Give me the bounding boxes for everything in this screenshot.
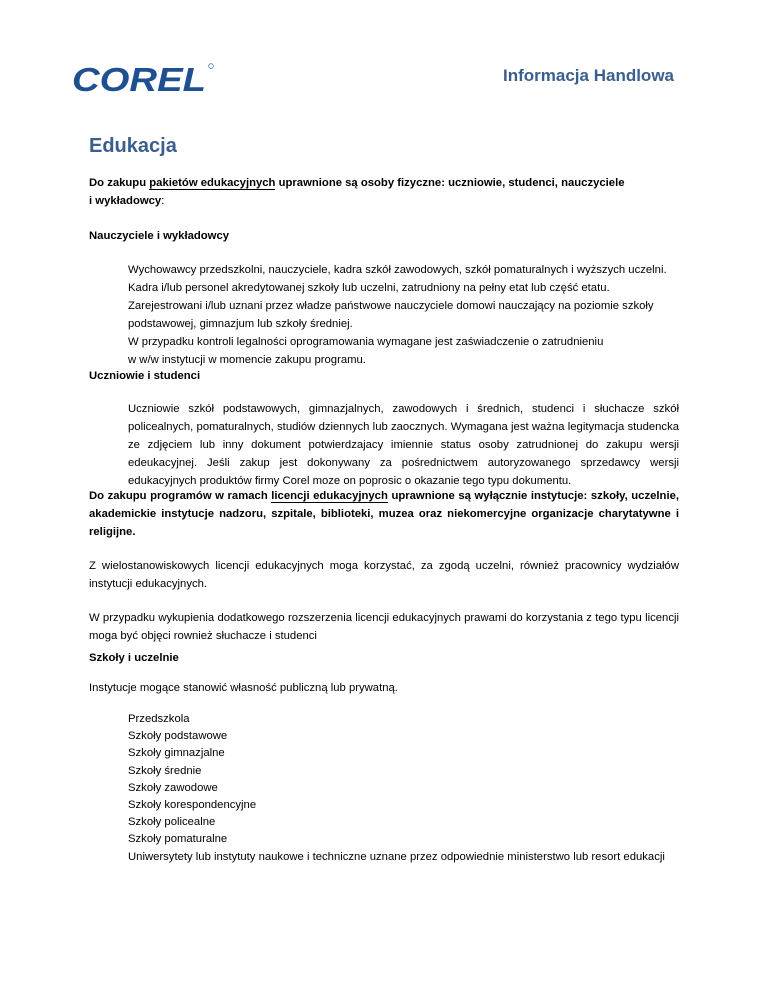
students-heading: Uczniowie i studenci [89, 370, 201, 382]
corel-logo [72, 62, 214, 96]
list-item: Uniwersytety lub instytuty naukowe i techniczne uznane przez odpowiednie ministerstwo lub resort edukacji [128, 850, 665, 863]
list-item: Szkoły średnie [128, 764, 202, 777]
teachers-line: Wychowawcy przedszkolni, nauczyciele, kadra szkół zawodowych, szkół pomaturalnych i wyższych uczelni. [128, 264, 667, 276]
schools-heading: Szkoły i uczelnie [89, 652, 179, 664]
institutions-paragraph: Do zakupu programów w ramach licencji edukacyjnych uprawnione są wyłącznie instytucje: szkoły, uczelnie, akademickie instytucje nadzoru, szpitale, biblioteki, muzea oraz niekomercyjne organizacje charytatywne i religijne. [89, 490, 679, 538]
teachers-line: podstawowej, gimnazjum lub szkoły średniej. [128, 318, 353, 330]
teachers-line: Zarejestrowani i/lub uznani przez władze państwowe nauczyciele domowi nauczający na poziomie szkoły [128, 300, 654, 312]
logo-wordmark: COREL [72, 62, 206, 96]
educational-licenses-link[interactable]: licencji edukacyjnych [271, 490, 388, 502]
educational-packages-link[interactable]: pakietów edukacyjnych [149, 177, 276, 189]
list-item: Szkoły korespondencyjne [128, 799, 257, 812]
list-item: Szkoły zawodowe [128, 781, 218, 794]
list-item: Przedszkola [128, 713, 190, 725]
teachers-heading: Nauczyciele i wykładowcy [89, 230, 230, 242]
schools-intro: Instytucje mogące stanowić własność publiczną lub prywatną. [89, 682, 398, 694]
list-item: Szkoły pomaturalne [128, 833, 228, 846]
intro-paragraph: Do zakupu pakietów edukacyjnych uprawnione są osoby fizyczne: uczniowie, studenci, nauczyciele i wykładowcy: [89, 177, 625, 207]
list-item: Szkoły podstawowe [128, 730, 228, 743]
extension-paragraph: W przypadku wykupienia dodatkowego rozszerzenia licencji edukacyjnych prawami do korzystania z tego typu licencji moga być objęci rownież słuchacze i studenci [89, 612, 679, 642]
school-type-list [128, 711, 665, 866]
teachers-paragraph [128, 261, 679, 369]
list-item: Szkoły gimnazjalne [128, 747, 225, 760]
teachers-line: W przypadku kontroli legalności oprogramowania wymagane jest zaświadczenie o zatrudnieniu [128, 336, 604, 348]
teachers-line: w w/w instytucji w momencie zakupu programu. [128, 354, 366, 366]
registered-mark-icon [209, 64, 214, 69]
multi-license-paragraph: Z wielostanowiskowych licencji edukacyjnych moga korzystać, za zgodą uczelni, również pracownicy wydziałów instytucji edukacyjnych. [89, 560, 679, 590]
students-paragraph: Uczniowie szkół podstawowych, gimnazjalnych, zawodowych i średnich, studenci i słuchacze szkół policealnych, pomaturalnych, studiów dziennych lub zaocznych. Wymagana jest ważna legitymacja studencka ze zdjęciem lub inny dokument potwierdzajacy imiennie status osoby zatrudnionej do zakupu wersji edeukacyjnej. Jeśli zakup jest dokonywany za pośrednictwem autoryzowanego sprzedawcy wersji edukacyjnych produktów firmy Corel moze on poprosic o okazanie tego typu dokumentu. [128, 403, 679, 487]
page-title: Edukacja [89, 135, 177, 157]
header-title: Informacja Handlowa [503, 66, 674, 85]
list-item: Szkoły policealne [128, 816, 216, 829]
teachers-line: Kadra i/lub personel akredytowanej szkoły lub uczelni, zatrudniony na pełny etat lub część etatu. [128, 282, 610, 294]
